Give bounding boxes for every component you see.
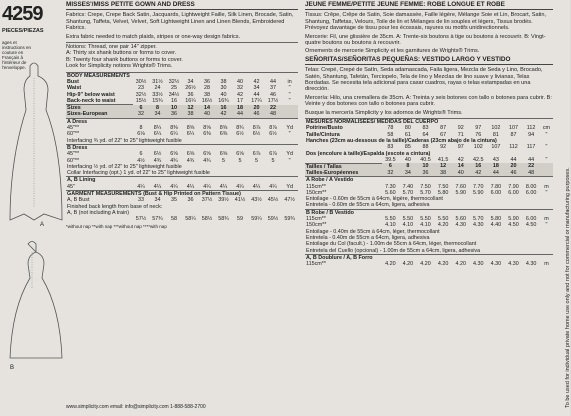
body-header: BODY MEASUREMENTS <box>66 72 298 79</box>
mercerie-text: Mercerie: Fil, une glissière de 35cm. A: Trente-six boutons à tige ou boutons à recouvrir. B: Vingt-quatre boutons ou boutons à recouvrir. <box>305 33 546 47</box>
view-b-sketch-image <box>0 238 64 368</box>
merceria-text: Mercería: Hilo, una cremallera de 35cm. A: Treinta y seis botones con tallo o botones para cubrir. B: Veinte y dos botones con tallo o botones para cubrir. <box>305 94 552 108</box>
dos-label: Dos (encolure à taille)/Espalda (escote a cintura) <box>306 150 431 157</box>
table-row: A, B Bust 33 34 35 36 37½ 39½ 41½ 43½ 45½ 47½ <box>67 197 295 204</box>
hanches-label: Hanches (23cm au-dessous de la taille)/Caderas (23cm abajo de la cintura) <box>306 137 497 144</box>
b-cuello-text: Entretela del Cuello (opcional) - 1.00m de 55cm a 64cm, ligera, adhesiva <box>306 247 481 254</box>
tailles-row: Tailles / Tallas 6 8 10 12 14 16 18 20 22 <box>305 163 553 170</box>
english-section <box>66 2 298 231</box>
table-row: 150cm** 4.10 4.10 4.10 4.20 4.30 4.30 4.40 4.50 4.50 " <box>306 222 548 229</box>
notion-b-text: B: Twenty four shank buttons or forms to cover. <box>66 56 183 63</box>
pieces-label: PIECES/PIEZAS <box>2 28 44 34</box>
french-instructions-note: ages et instructions en couture en Français à l'intérieur de l'enveloppe. <box>2 40 32 70</box>
metric-measurements-table <box>305 118 553 267</box>
english-title: MISSES'/MISS PETITE GOWN AND DRESS <box>66 2 298 10</box>
adornos-text: Busque la mercería Simplicity y los adornos de Wrights® Trims. <box>305 109 463 116</box>
french-title: JEUNE FEMME/PETITE JEUNE FEMME: ROBE LONGUE ET ROBE <box>305 2 553 10</box>
footer-text: www.simplicity.com email: info@simplicity.com 1-888-588-2700 <box>66 404 206 410</box>
table-row: 150cm** 5.60 5.70 5.70 5.80 5.90 5.90 6.00 6.00 6.00 " <box>306 189 548 196</box>
garment-header: GARMENT MEASUREMENTS (Bust & Hip Printed on Pattern Tissue) <box>66 191 298 198</box>
view-a-sketch-image <box>0 58 64 228</box>
b-entretela-text: Entretela - 0.40m de 55cm a 64cm, ligera, adhesiva <box>306 234 430 241</box>
view-b-label: B <box>10 365 15 371</box>
table-row: Hip-9" below waist 32½ 33½ 34½ 36 38 40 42 44 46 " <box>67 91 291 98</box>
table-row: Back-neck to waist 15½ 15¾ 16 16¼ 16½ 16¾ 17 17¼ 17½ " <box>67 97 291 105</box>
table-row: Waist 23 24 25 26½ 28 30 32 34 37 " <box>67 85 291 92</box>
table-row: 45"** 6 6½ 6⅝ 6⅝ 6⅝ 6⅝ 6⅝ 6⅞ 6⅞ Yd <box>67 151 293 158</box>
b-interfacing-text: Interfacing ½ yd. of 22" to 25" lightweight fusible <box>67 163 182 170</box>
footnote-text: *without nap **with nap ***without nap ****with nap <box>66 224 167 230</box>
table-row: 57½ 57¾ 58 58¼ 58½ 58¾ 59 59¼ 59½ 59¾ <box>135 216 295 223</box>
extra-fabric-text: Extra fabric needed to match plaids, stripes or one-way design fabrics. <box>66 33 241 40</box>
view-a-label: A <box>40 222 45 228</box>
spanish-title: SEÑORITAS/SEÑORITAS PEQUEÑAS: VESTIDO LARGO Y VESTIDO <box>305 57 553 65</box>
table-row: 45"** 8 8¼ 8⅜ 8⅝ 8⅝ 8⅝ 8¾ 8⅞ 8⅞ Yd <box>67 125 293 132</box>
side-notice-text: To be used for individual private home use only and not for commercial or manufacturing purposes. <box>565 167 571 408</box>
ab-not-incl-text: A, B (not including A train) <box>67 209 130 216</box>
fabrics-text: Fabrics: Crepe, Crepe Back Satin, Jacquards, Lightweight Faille, Silk Linen, Brocade, Satin, Shantung, Taffeta, Velvet, Velvet, Soft Lightweight Linen and Linen Blends, Embroidered Fabrics. <box>66 12 294 32</box>
telas-text: Telas: Crepé, Crepé de Satín, Seda adamascada, Faila ligera, Mezcla de Seda y Lino, Brocado, Satén, Shantung, Tafetán, Terciopelo, Tela de lino y Mezclas de lino suave y livianas, Telas Bordadas. Se necesita tela adicional para casar cuadros, rayas o telas estampadas en una dirección. <box>305 67 543 93</box>
a-entretela-text: Entretela - 0.60m de 55cm a 64cm, ligera, adhesiva <box>306 202 430 209</box>
notion-a-text: A: Thirty six shank buttons or forms to cover. <box>66 50 177 57</box>
b-dress-label: B Dress <box>66 144 298 151</box>
ornements-text: Ornements de mercerie Simplicity et les garnitures de Wrights® Trims. <box>305 48 480 55</box>
table-row: Bust 30½ 31½ 32½ 34 36 38 40 42 44 in <box>67 78 292 85</box>
a-entoilage-text: Entoilage - 0.60m de 55cm à 64cm, légère, thermocollant <box>306 196 443 203</box>
table-row: 115cm** 7.30 7.40 7.50 7.50 7.60 7.70 7.80 7.90 8.00 m <box>306 183 549 190</box>
sizes-row: Sizes 6 8 10 12 14 16 18 20 22 <box>66 105 298 112</box>
table-row: 39.5 40 40.5 41.5 42 42.5 43 44 44 " <box>385 156 548 163</box>
a-interfacing-text: Interfacing ¾ yd. of 22" to 25" lightweight fusible <box>67 137 182 144</box>
notions-text: Notions: Thread, one pair 14" zipper. <box>66 44 157 51</box>
trims-text: Look for Simplicity notions Wrights® Trims. <box>66 63 173 70</box>
table-row: 115cm** 4.20 4.20 4.20 4.20 4.20 4.30 4.30 4.30 4.30 m <box>306 261 549 268</box>
tissus-text: Tissus: Crêpe, Crêpe de Satin, Soie damassée, Faille légère, Mélange Soie et Lin, Brocart, Satin, Shantung, Taffetas, Velours, Toile de lin et Mélanges de lin souples et légers, Tissus brodés. Prévoyez davantage de tissu pour les écossais, rayures ou motifs unidirectionnels. <box>305 12 547 32</box>
b-robe-label: B Robe / B Vestido <box>305 209 553 216</box>
a-dress-label: A Dress <box>66 118 298 125</box>
table-row: 83 85 88 92 97 102 107 112 117 " <box>387 144 548 151</box>
b-col-text: Entoilage du Col (facult.) - 1.00m de 55cm à 64cm, léger, thermocollant <box>306 241 477 248</box>
table-row: Taille/Cintura 58 61 64 67 71 76 81 87 94 " <box>306 131 548 138</box>
table-row: 45" 4¼ 4¼ 4¼ 4¼ 4¼ 4¼ 4¼ 4¼ 4¼ Yd <box>67 183 293 190</box>
side-notice <box>555 8 571 408</box>
pattern-number: 4259 <box>2 3 43 25</box>
b-collar-text: Collar Interfacing (opt.) 1 yd. of 22" to 25" lightweight fusible <box>67 170 210 177</box>
b-entoilage-text: Entoilage - 0.40m de 55cm à 64cm, léger, thermocollant <box>306 228 440 235</box>
tailles-eu-row: Tailles-Européennes 32 34 36 38 40 42 44 46 48 <box>305 170 553 177</box>
ab-lining-label: A, B Lining <box>66 177 298 184</box>
table-row: 60"** 4½ 4¾ 4¾ 4¾ 4¾ 5 5 5 5 " <box>67 157 291 164</box>
body-measurements-table <box>66 72 298 223</box>
table-row: Poitrine/Busto 78 80 83 87 92 97 102 107 112 cm <box>306 125 551 132</box>
ab-doublure-label: A, B Doublure / A, B Forro <box>305 254 553 261</box>
table-row: 60"** 6⅛ 6¼ 6¼ 6¼ 6⅜ 6⅜ 6½ 6½ 6½ " <box>67 131 291 138</box>
metric-header: MESURES NORMALISÉES/ MEDIDAS DEL CUERPO <box>305 119 553 126</box>
finished-back-text: Finished back length from base of neck: <box>67 203 163 210</box>
table-row: 115cm** 5.50 5.50 5.50 5.50 5.60 5.70 5.80 5.90 6.00 m <box>306 216 549 223</box>
sizes-eu-row: Sizes-European 32 34 36 38 40 42 44 46 48 <box>66 111 298 118</box>
french-spanish-section <box>305 2 553 267</box>
a-robe-label: A Robe / A Vestido <box>305 177 553 184</box>
